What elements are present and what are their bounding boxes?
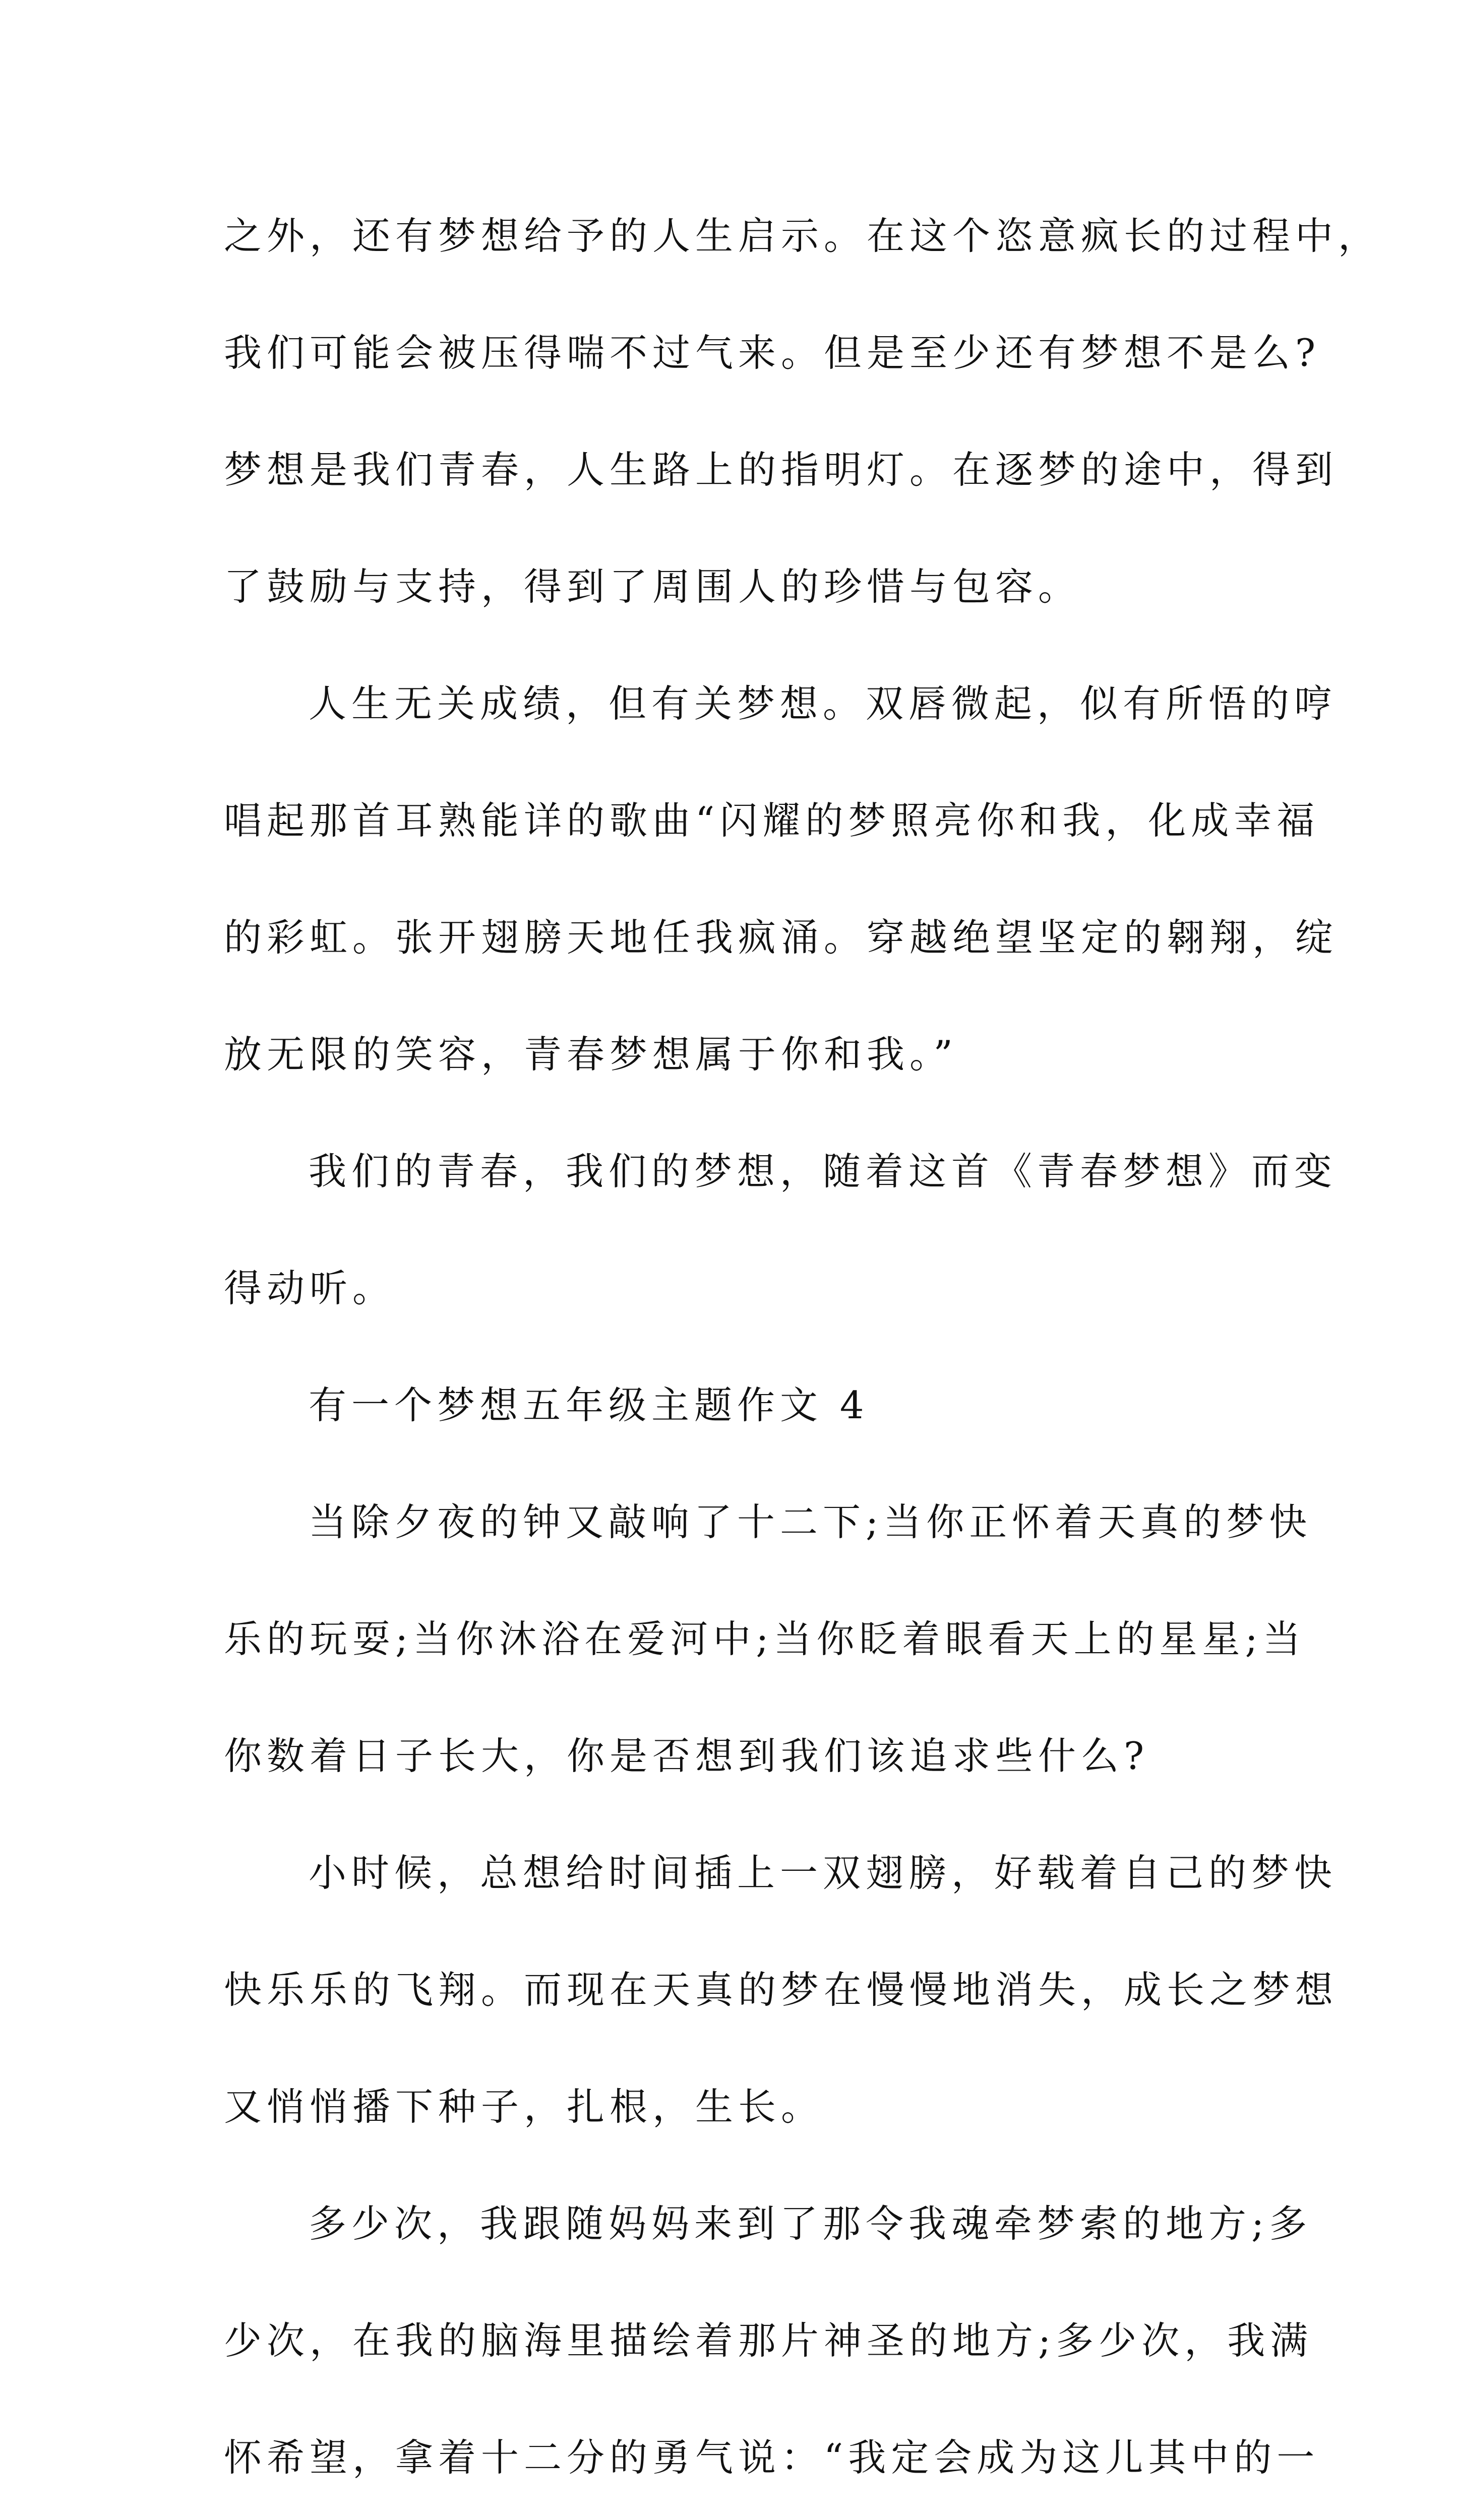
text-line: 之外，还有梦想给予的人生启示。在这个恣意疯长的过程中， <box>224 214 1381 258</box>
text-line: 又悄悄播下种子，扎根，生长。 <box>224 2085 824 2129</box>
paragraph-first-line: 多少次，我跟随妈妈来到了那令我魂牵梦索的地方;多 <box>309 2201 1312 2246</box>
text-line: 了鼓励与支持，得到了周围人的珍惜与包容。 <box>224 564 1081 609</box>
document-body <box>224 177 1381 2520</box>
paragraph-first-line: 小时候，总想给时间插上一双翅膀，好载着自己的梦快 <box>309 1851 1338 1895</box>
text-line: 唱起那首耳熟能详的歌曲“闪耀的梦照亮你和我，化成幸福 <box>224 798 1320 843</box>
text-line <box>224 2516 1242 2520</box>
text-line: 的彩虹。张开翅膀天地任我疯涌。穿越绝望坚定的翱翔，绽 <box>224 915 1339 960</box>
text-line: 梦想是我们青春，人生路上的指明灯。在逐梦的途中，得到 <box>224 448 1339 492</box>
paragraph-first-line: 人生无关成绩，但有关梦想。双唇微起，似有所悟的哼 <box>309 681 1338 726</box>
paragraph-first-line: 我们的青春，我们的梦想，随着这首《青春梦想》而变 <box>309 1149 1338 1193</box>
text-line: 快乐乐的飞翔。而现在天真的梦在慢慢地消失，成长之梦想 <box>224 1968 1339 2012</box>
paragraph-first-line: 当除夕夜的钟又敲响了十二下;当你正怀着天真的梦快 <box>309 1500 1312 1544</box>
section-heading: 有一个梦想五年级主题作文 4 <box>309 1383 869 1427</box>
text-line: 乐的玩耍;当你沐浴在爱河中;当你眨着眼看天上的星星;当 <box>224 1617 1306 1661</box>
text-line: 少次，在我的脑海里描绘着那片神圣的地方;多少次，我满 <box>224 2318 1313 2363</box>
text-line: 我们可能会被压得喘不过气来。但是至少还有梦想不是么? <box>224 331 1321 375</box>
text-line: 你数着日子长大，你是否想到我们该追求些什么? <box>224 1734 1149 1778</box>
text-line: 得动听。 <box>224 1266 396 1310</box>
text-line: 放无限的笑容，青春梦想属于你和我。” <box>224 1032 958 1077</box>
text-line: 怀希望，拿着十二分的勇气说：“我定会成为这儿其中的一 <box>224 2435 1320 2480</box>
